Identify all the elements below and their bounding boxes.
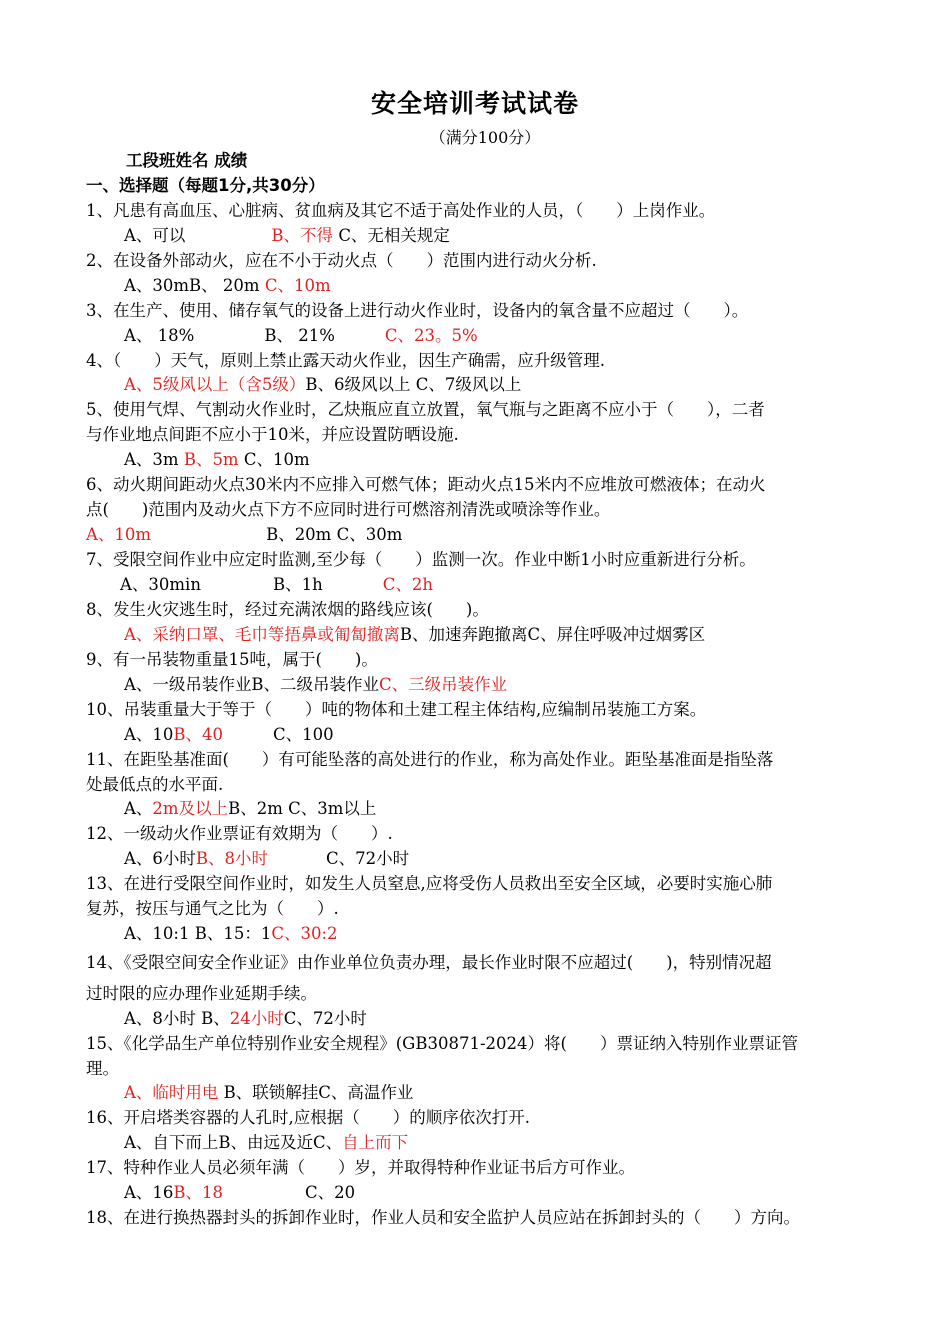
- option-a: A、可以: [124, 226, 186, 245]
- question-12: 12、一级动火作业票证有效期为（ ）.: [86, 824, 393, 843]
- question-13-line-2: 复苏，按压与通气之比为（ ）.: [86, 899, 339, 918]
- option-a: A、10: [124, 725, 174, 744]
- question-4-options: [124, 374, 521, 396]
- question-7-options: [120, 574, 433, 596]
- option-a-answer: 2m及以上: [152, 799, 229, 818]
- option-b-answer: B、5m: [183, 450, 239, 469]
- option-rest: B、2m C、3m以上: [228, 799, 377, 818]
- question-15-line-2: 理。: [86, 1059, 119, 1078]
- question-6-options: [86, 524, 402, 546]
- option-rest: B、6级风以上 C、7级风以上: [305, 375, 522, 394]
- option-a: A、16: [124, 1183, 174, 1202]
- option-rest: B、联锁解挂C、高温作业: [218, 1083, 414, 1102]
- option-a-answer: A、临时用电: [124, 1083, 219, 1102]
- question-17-options: [124, 1182, 355, 1204]
- option-b: B、1h: [272, 575, 323, 594]
- option-a: A、 18%: [124, 326, 195, 345]
- page-subtitle: （满分100分）: [429, 128, 541, 147]
- option-a: A、8小时 B、: [124, 1009, 230, 1028]
- option-c-answer: C、30:2: [271, 924, 338, 943]
- option-b-answer: B、8小时: [195, 849, 269, 868]
- option-a-answer: A、5级风以上（含5级）: [124, 375, 306, 394]
- option-a: A、10:1 B、15：1: [124, 924, 272, 943]
- question-4: 4、（ ）天气，原则上禁止露天动火作业，因生产确需，应升级管理.: [86, 351, 605, 370]
- question-10: 10、吊装重量大于等于（ ）吨的物体和土建工程主体结构,应编制吊装施工方案。: [86, 700, 707, 719]
- option-b-answer: B、40: [173, 725, 224, 744]
- question-11-line-1: 11、在距坠基准面( ）有可能坠落的高处进行的作业，称为高处作业。距坠基准面是指坠落: [86, 750, 774, 769]
- option-c-answer: C、2h: [382, 575, 433, 594]
- question-9-options: [124, 674, 507, 696]
- option-a: A、3m: [124, 450, 179, 469]
- question-3: 3、在生产、使用、储存氧气的设备上进行动火作业时，设备内的氧含量不应超过（ ）。: [86, 301, 749, 320]
- option-c-answer: C、三级吊装作业: [379, 675, 508, 694]
- question-9: 9、有一吊装物重量15吨，属于( )。: [86, 650, 378, 669]
- question-15-line-1: 15、《化学品生产单位特别作业安全规程》(GB30871-2024）将( ）票证纳入特别作业票证管: [86, 1034, 798, 1053]
- option-a: A、自下而上B、由远及近C、: [124, 1133, 343, 1152]
- question-6-line-1: 6、动火期间距动火点30米内不应排入可燃气体；距动火点15米内不应堆放可燃液体；在动火: [86, 475, 766, 494]
- question-10-options: [124, 724, 334, 746]
- option-c: C、10m: [243, 450, 310, 469]
- question-13-line-1: 13、在进行受限空间作业时，如发生人员窒息,应将受伤人员救出至安全区域，必要时实施心肺: [86, 874, 773, 893]
- question-14-options: [124, 1008, 367, 1030]
- question-15-options: [124, 1082, 413, 1104]
- question-1: 1、凡患有高血压、心脏病、贫血病及其它不适于高处作业的人员，（ ）上岗作业。: [86, 201, 716, 220]
- question-12-options: [124, 848, 409, 870]
- option-c: C、20: [305, 1183, 356, 1202]
- question-2: 2、在设备外部动火，应在不小于动火点（ ）范围内进行动火分析.: [86, 251, 597, 270]
- question-8-options: [124, 624, 705, 646]
- option-a-answer: A、采纳口罩、毛巾等捂鼻或匍匐撤离: [124, 625, 400, 644]
- question-5-line-2: 与作业地点间距不应小于10米，并应设置防晒设施.: [86, 425, 459, 444]
- question-1-options: [124, 225, 450, 247]
- option-c-answer: C、10m: [264, 276, 331, 295]
- option-a: A、: [124, 799, 153, 818]
- option-b-answer: B、不得: [271, 226, 334, 245]
- option-b-answer: 24小时: [229, 1009, 284, 1028]
- question-2-options: [124, 275, 331, 297]
- question-14-line-1: 14、《受限空间安全作业证》由作业单位负责办理，最长作业时限不应超过( )，特别情况超: [86, 953, 772, 972]
- question-16: 16、开启塔类容器的人孔时,应根据（ ）的顺序依次打开.: [86, 1108, 530, 1127]
- question-18: 18、在进行换热器封头的拆卸作业时，作业人员和安全监护人员应站在拆卸封头的（ ）方向。: [86, 1208, 800, 1227]
- question-16-options: [124, 1132, 408, 1154]
- option-a: A、6小时: [124, 849, 196, 868]
- section-heading: 一、选择题（每题1分,共30分）: [86, 176, 325, 195]
- question-5-options: [124, 449, 310, 471]
- option-a-answer: A、10m: [86, 525, 152, 544]
- question-3-options: [124, 325, 478, 347]
- option-a: A、30min: [120, 575, 201, 594]
- question-13-options: [124, 923, 338, 945]
- header-line: 工段班姓名 成绩: [126, 151, 248, 170]
- option-a: A、一级吊装作业B、二级吊装作业: [124, 675, 380, 694]
- option-a: A、30mB、 20m: [124, 276, 260, 295]
- question-7: 7、受限空间作业中应定时监测,至少每（ ）监测一次。作业中断1小时应重新进行分析。: [86, 550, 756, 569]
- option-c: C、100: [273, 725, 334, 744]
- question-8: 8、发生火灾逃生时，经过充满浓烟的路线应该( )。: [86, 600, 489, 619]
- option-c: C、72小时: [326, 849, 410, 868]
- question-17: 17、特种作业人员必须年满（ ）岁，并取得特种作业证书后方可作业。: [86, 1158, 635, 1177]
- option-rest: B、加速奔跑撤离C、屏住呼吸冲过烟雾区: [399, 625, 706, 644]
- option-c-answer: 自上而下: [342, 1133, 409, 1152]
- option-rest: C、72小时: [283, 1009, 367, 1028]
- option-rest: B、20m C、30m: [266, 525, 403, 544]
- option-b: B、 21%: [264, 326, 335, 345]
- question-11-options: [124, 798, 376, 820]
- question-11-line-2: 处最低点的水平面.: [86, 775, 224, 794]
- question-5-line-1: 5、使用气焊、气割动火作业时，乙炔瓶应直立放置，氧气瓶与之距离不应小于（ ），二者: [86, 400, 765, 419]
- question-6-line-2: 点( )范围内及动火点下方不应同时进行可燃溶剂清洗或喷涂等作业。: [86, 500, 611, 519]
- page-title: 安全培训考试试卷: [370, 89, 579, 118]
- question-14-line-2: 过时限的应办理作业延期手续。: [86, 984, 317, 1003]
- option-c-answer: C、23。5%: [384, 326, 478, 345]
- option-b-answer: B、18: [173, 1183, 224, 1202]
- option-c: C、无相关规定: [338, 226, 450, 245]
